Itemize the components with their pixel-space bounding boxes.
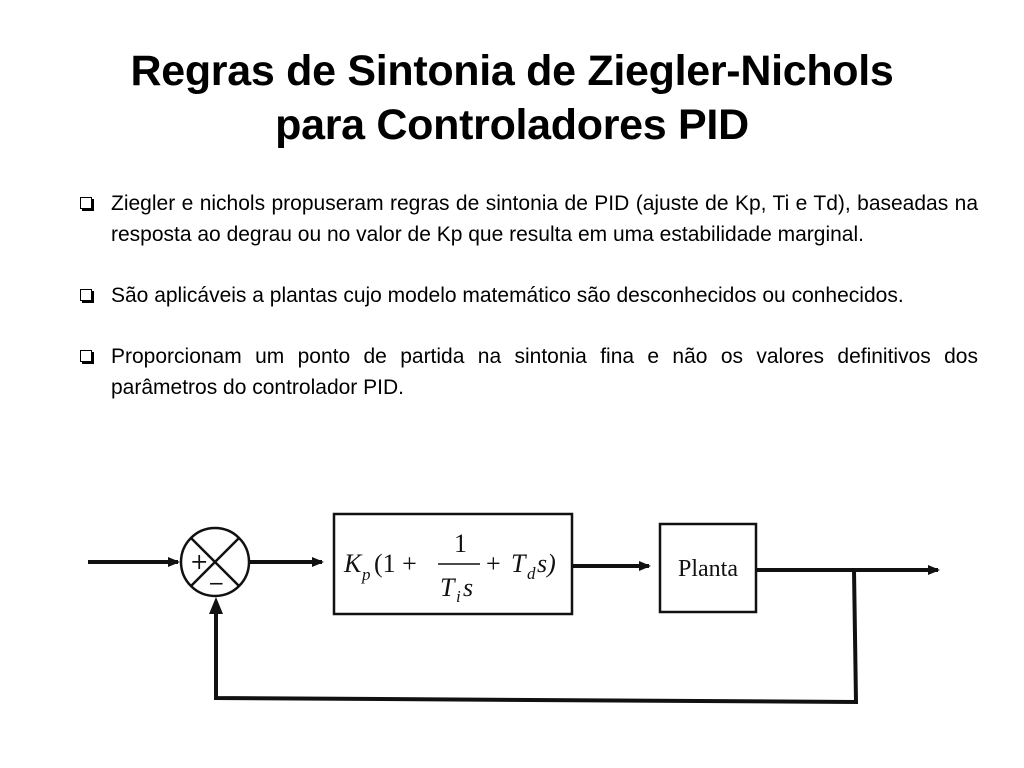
bullet-text: São aplicáveis a plantas cujo modelo matemático são desconhecidos ou conhecidos. — [111, 284, 904, 307]
bullet-item — [80, 280, 978, 311]
bullet-item — [80, 188, 978, 250]
summing-minus-sign: − — [208, 571, 225, 595]
controller-ti-s: s — [463, 573, 474, 602]
controller-td-s: s) — [537, 549, 556, 578]
bullet-list — [80, 188, 978, 433]
controller-kp-subscript: p — [362, 565, 371, 584]
controller-kp: K — [344, 549, 362, 578]
bullet-text: Ziegler e nichols propuseram regras de sintonia de PID (ajuste de Kp, Ti e Td), baseadas na resposta ao degrau ou no valor de Kp que resulta em uma estabilidade marginal. — [111, 192, 978, 246]
slide-title — [60, 44, 964, 152]
checkbox-bullet-icon — [80, 197, 92, 209]
summing-plus-sign: + — [190, 550, 209, 575]
bullet-item — [80, 341, 978, 403]
feedback-arrowhead — [209, 597, 223, 614]
slide-title-line-1: Regras de Sintonia de Ziegler-Nichols — [130, 47, 894, 95]
controller-ti-subscript: i — [456, 587, 461, 606]
controller-td-T: T — [511, 549, 526, 578]
plant-label: Planta — [678, 556, 738, 582]
checkbox-bullet-icon — [80, 289, 92, 301]
summing-junction — [181, 528, 249, 596]
bullet-text: Proporcionam um ponto de partida na sintonia fina e não os valores definitivos dos parâmetros do controlador PID. — [111, 345, 978, 399]
controller-td-subscript: d — [527, 564, 536, 583]
controller-fraction-numerator: 1 — [454, 529, 467, 558]
controller-plus-td: + — [486, 549, 508, 578]
checkbox-bullet-icon — [80, 350, 92, 362]
slide-title-line-2: para Controladores PID — [275, 101, 749, 149]
controller-open-paren: (1 + — [374, 549, 417, 578]
controller-ti-T: T — [440, 573, 455, 602]
pid-block-diagram — [60, 490, 970, 720]
pid-controller-block — [334, 514, 572, 614]
plant-block — [660, 524, 756, 612]
